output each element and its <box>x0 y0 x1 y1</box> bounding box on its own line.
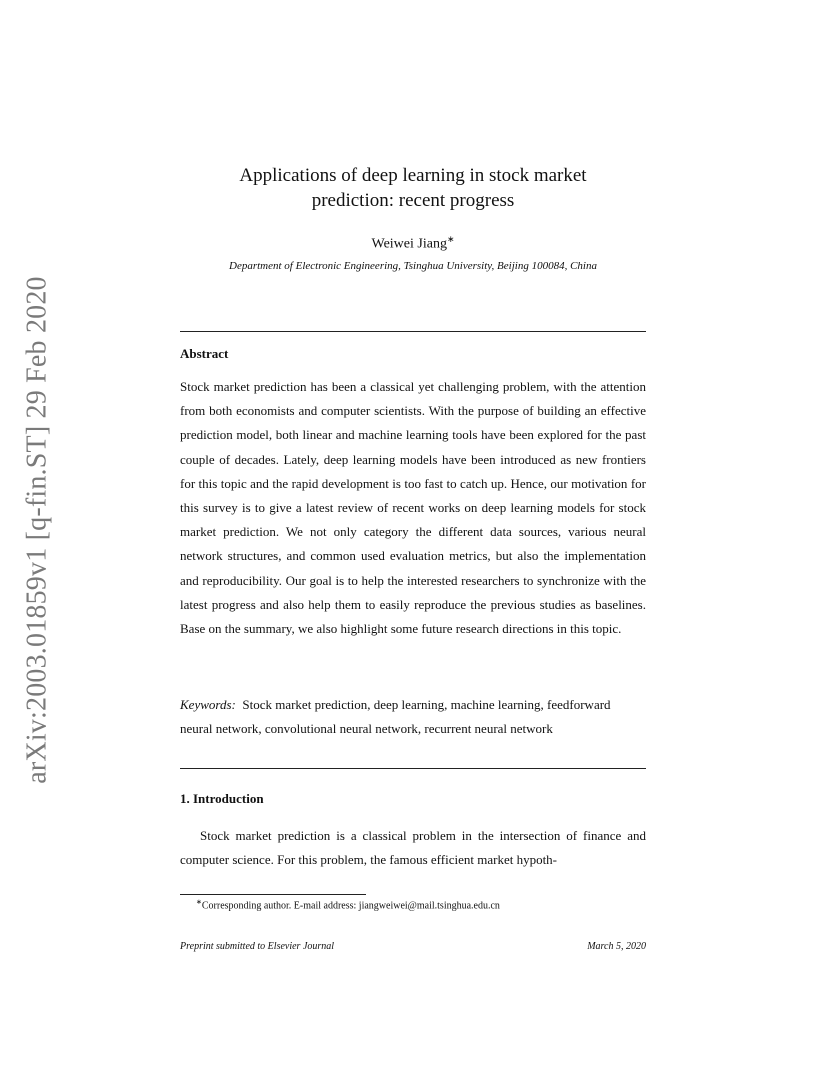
abstract-body: Stock market prediction has been a classical yet challenging problem, with the attention from both economists and computer scientists. With the purpose of building an effective prediction model, both linear and machine learning tools have been explored for the past couple of decades. Lately, deep learning models have been introduced as new frontiers for this topic and the rapid development is too fast to catch up. Hence, our motivation for this survey is to give a latest review of recent works on deep learning models for stock market prediction. We not only category the different data sources, various neural network structures, and common used evaluation metrics, but also the implementation and reproducibility. Our goal is to help the interested researchers to synchronize with the latest progress and also help them to easily reproduce the previous studies as baselines. Base on the summary, we also highlight some future research directions in this topic. <box>180 379 646 637</box>
footer-journal: Preprint submitted to Elsevier Journal <box>180 941 335 952</box>
footnote <box>196 898 500 911</box>
footnote-mark: ∗ <box>196 898 202 906</box>
paper-title-line-1: Applications of deep learning in stock market <box>239 165 587 186</box>
abstract-bottom-rule <box>180 768 646 769</box>
keywords-label: Keywords: <box>180 697 236 712</box>
keywords <box>180 693 646 741</box>
arxiv-stamp-text: arXiv:2003.01859v1 [q-fin.ST] 29 Feb 2020 <box>22 276 54 784</box>
section-heading-introduction: 1. Introduction <box>180 791 264 806</box>
author-name: Weiwei Jiang <box>371 236 447 252</box>
affiliation: Department of Electronic Engineering, Tsinghua University, Beijing 100084, China <box>229 260 597 272</box>
footnote-rule <box>180 894 366 895</box>
footer-date: March 5, 2020 <box>587 941 646 952</box>
paper-title <box>180 163 646 213</box>
arxiv-stamp <box>16 276 60 784</box>
author-footnote-mark: ∗ <box>446 234 455 244</box>
abstract-top-rule <box>180 331 646 332</box>
keywords-text: Stock market prediction, deep learning, machine learning, feedforward neural network, convolutional neural network, recurrent neural network <box>180 697 611 737</box>
introduction-body: Stock market prediction is a classical problem in the intersection of finance and computer science. For this problem, the famous efficient market hypoth- <box>180 828 646 868</box>
paper-title-line-2: prediction: recent progress <box>311 190 515 211</box>
footnote-text: Corresponding author. E-mail address: jiangweiwei@mail.tsinghua.edu.cn <box>201 900 500 912</box>
abstract-heading: Abstract <box>180 346 229 361</box>
author <box>180 234 646 253</box>
